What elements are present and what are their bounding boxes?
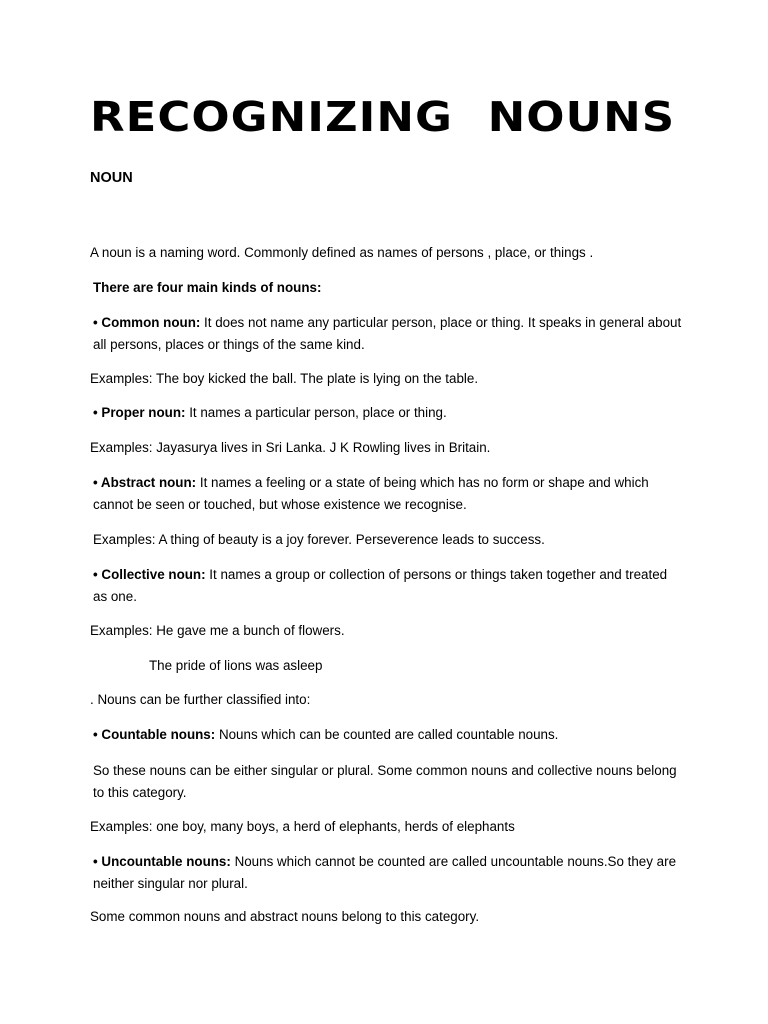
collective-noun-text: It names a group or collection of persons or things taken together and treated as one. [93, 567, 668, 604]
uncountable-noun-term: • Uncountable nouns: [93, 854, 231, 869]
abstract-noun-definition [90, 472, 683, 515]
proper-noun-definition [90, 402, 683, 424]
common-noun-definition [90, 312, 683, 355]
proper-noun-term: • Proper noun: [93, 405, 186, 420]
proper-noun-examples: Examples: Jayasurya lives in Sri Lanka. J K Rowling lives in Britain. [90, 440, 491, 455]
page-title: RECOGNIZING NOUNS [90, 92, 676, 142]
collective-noun-examples-continued: The pride of lions was asleep [149, 658, 323, 673]
collective-noun-term: • Collective noun: [93, 567, 206, 582]
abstract-noun-text: It names a feeling or a state of being which has no form or shape and which cannot be seen or touched, but whose existence we recognise. [93, 475, 649, 512]
countable-noun-term: • Countable nouns: [93, 727, 216, 742]
uncountable-noun-text: Nouns which cannot be counted are called uncountable nouns.So they are neither singular nor plural. [93, 854, 677, 891]
countable-noun-text: Nouns which can be counted are called countable nouns. [215, 727, 559, 742]
further-classification-intro: . Nouns can be further classified into: [90, 692, 311, 707]
kinds-heading [90, 277, 683, 299]
countable-noun-definition [90, 724, 683, 746]
abstract-noun-examples: Examples: A thing of beauty is a joy forever. Perseverence leads to success. [93, 532, 545, 547]
countable-noun-examples: Examples: one boy, many boys, a herd of elephants, herds of elephants [90, 819, 515, 834]
common-noun-examples: Examples: The boy kicked the ball. The plate is lying on the table. [90, 371, 479, 386]
section-heading-noun: NOUN [90, 170, 133, 186]
uncountable-noun-note: Some common nouns and abstract nouns belong to this category. [90, 909, 480, 924]
countable-noun-note: So these nouns can be either singular or plural. Some common nouns and collective nouns belong to this category. [93, 763, 677, 800]
kinds-heading-text: There are four main kinds of nouns: [93, 280, 322, 295]
collective-noun-examples: Examples: He gave me a bunch of flowers. [90, 623, 345, 638]
common-noun-text: It does not name any particular person, place or thing. It speaks in general about all persons, places or things of the same kind. [93, 315, 682, 352]
intro-paragraph: A noun is a naming word. Commonly defined as names of persons , place, or things . [90, 245, 594, 260]
collective-noun-definition [90, 564, 683, 607]
proper-noun-text: It names a particular person, place or thing. [185, 405, 447, 420]
uncountable-noun-definition [90, 851, 683, 894]
abstract-noun-term: • Abstract noun: [93, 475, 197, 490]
common-noun-term: • Common noun: [93, 315, 201, 330]
